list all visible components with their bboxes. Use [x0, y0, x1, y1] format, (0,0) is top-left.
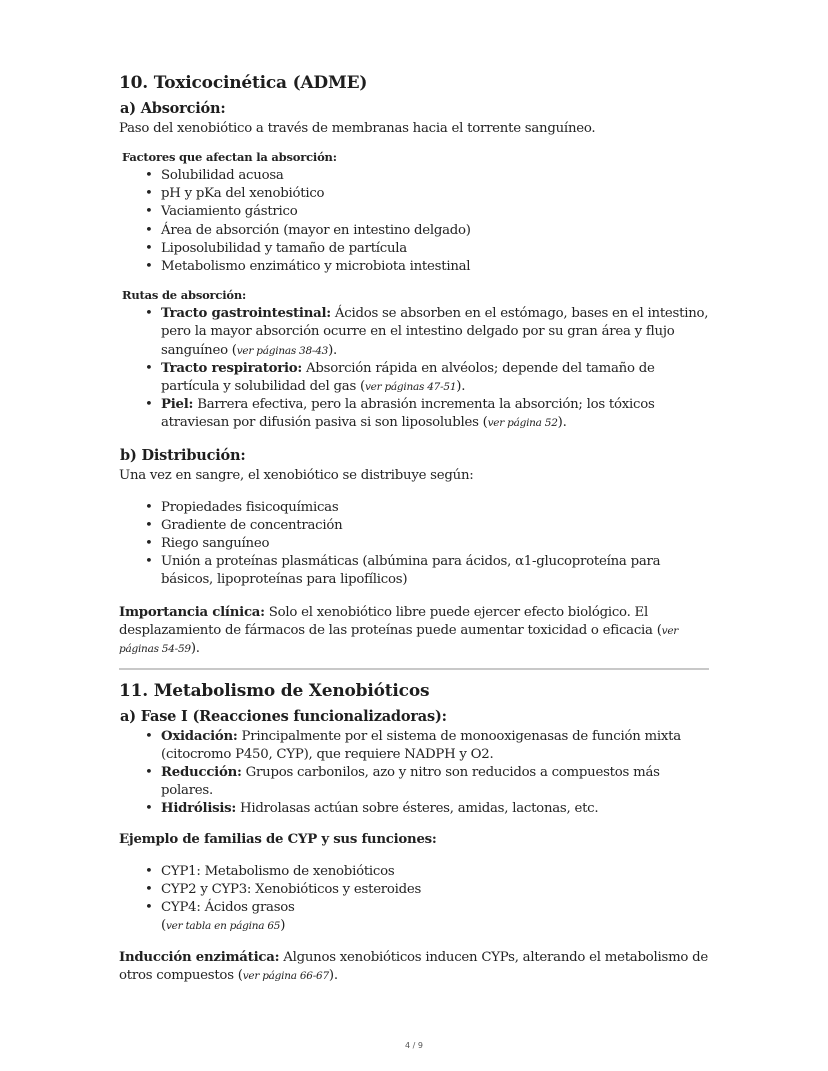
list-item: • Riego sanguíneo — [161, 535, 709, 553]
page-reference: ver páginas 47-51 — [364, 381, 457, 394]
list-item: • Tracto gastrointestinal: Ácidos se absorben en el estómago, bases en el intestino, pero la mayor absorción ocurre en el intestino delgado por su gran área y flujo sanguíneo (ver páginas 38-43). — [161, 305, 709, 360]
page-indicator: 4 / 9 — [405, 1041, 423, 1050]
distribucion-heading: b) Distribución: — [120, 446, 246, 464]
reaction-label: Hidrólisis: — [161, 801, 237, 817]
list-item: • Hidrólisis: Hidrolasas actúan sobre ésteres, amidas, lactonas, etc. — [161, 800, 709, 818]
reaction-label: Reducción: — [161, 765, 242, 781]
factors-list — [119, 167, 709, 276]
fase1-heading: a) Fase I (Reacciones funcionalizadoras): — [120, 707, 447, 725]
list-item: • Oxidación: Principalmente por el sistema de monooxigenasas de función mixta (citocromo P450, CYP), que requiere NADPH y O2. — [161, 728, 709, 764]
clinical-importance: Importancia clínica: Solo el xenobiótico libre puede ejercer efecto biológico. El desplazamiento de fármacos de las proteínas puede aumentar toxicidad o eficacia (ver páginas 54-59). — [119, 604, 679, 656]
fase1-list — [119, 728, 709, 819]
list-item: • Unión a proteínas plasmáticas (albúmina para ácidos, α1-glucoproteína para básicos, lipoproteínas para lipofílicos) — [161, 553, 709, 589]
list-item: • Vaciamiento gástrico — [161, 203, 709, 221]
page-reference: ver tabla en página 65 — [165, 920, 281, 933]
cyp-table-note: (ver tabla en página 65) — [161, 918, 286, 934]
reaction-label: Oxidación: — [161, 728, 238, 744]
routes-heading: Rutas de absorción: — [122, 288, 247, 303]
clinical-label: Importancia clínica: — [119, 604, 265, 620]
list-item: • Solubilidad acuosa — [161, 167, 709, 185]
absorcion-intro: Paso del xenobiótico a través de membranas hacia el torrente sanguíneo. — [119, 121, 596, 136]
route-label: Tracto gastrointestinal: — [161, 306, 331, 322]
enzyme-induction: Inducción enzimática: Algunos xenobióticos inducen CYPs, alterando el metabolismo de otros compuestos (ver página 66-67). — [119, 950, 709, 984]
route-label: Tracto respiratorio: — [161, 360, 303, 376]
page-reference: ver páginas 38-43 — [236, 344, 329, 357]
page-reference: ver página 66-67 — [242, 970, 329, 983]
cyp-heading: Ejemplo de familias de CYP y sus funciones: — [119, 831, 437, 847]
page-reference: ver página 52 — [487, 417, 558, 430]
document-page — [119, 72, 709, 985]
list-item: • Tracto respiratorio: Absorción rápida en alvéolos; depende del tamaño de partícula y solubilidad del gas (ver páginas 47-51). — [161, 360, 709, 396]
route-label: Piel: — [161, 397, 194, 413]
list-item: • Metabolismo enzimático y microbiota intestinal — [161, 258, 709, 276]
cyp-list — [119, 863, 709, 918]
list-item: • Gradiente de concentración — [161, 517, 709, 535]
list-item: • CYP4: Ácidos grasos — [161, 899, 709, 917]
list-item: • CYP2 y CYP3: Xenobióticos y esteroides — [161, 881, 709, 899]
distribucion-list — [119, 499, 709, 590]
list-item: • Piel: Barrera efectiva, pero la abrasión incrementa la absorción; los tóxicos atraviesan por difusión pasiva si son liposolubles (ver página 52). — [161, 396, 709, 432]
list-item: • CYP1: Metabolismo de xenobióticos — [161, 863, 709, 881]
induction-label: Inducción enzimática: — [119, 950, 280, 966]
list-item: • Área de absorción (mayor en intestino delgado) — [161, 222, 709, 240]
absorcion-heading: a) Absorción: — [120, 100, 226, 117]
page-reference: ver páginas 54-59 — [119, 624, 679, 655]
section-11-title: 11. Metabolismo de Xenobióticos — [119, 680, 430, 701]
section-10-title: 10. Toxicocinética (ADME) — [119, 73, 368, 93]
list-item: • Reducción: Grupos carbonilos, azo y nitro son reducidos a compuestos más polares. — [161, 764, 709, 800]
distribucion-intro: Una vez en sangre, el xenobiótico se distribuye según: — [119, 467, 474, 483]
list-item: • pH y pKa del xenobiótico — [161, 185, 709, 203]
routes-list — [119, 305, 709, 432]
factors-heading: Factores que afectan la absorción: — [122, 150, 337, 164]
list-item: • Propiedades fisicoquímicas — [161, 499, 709, 517]
list-item: • Liposolubilidad y tamaño de partícula — [161, 240, 709, 258]
